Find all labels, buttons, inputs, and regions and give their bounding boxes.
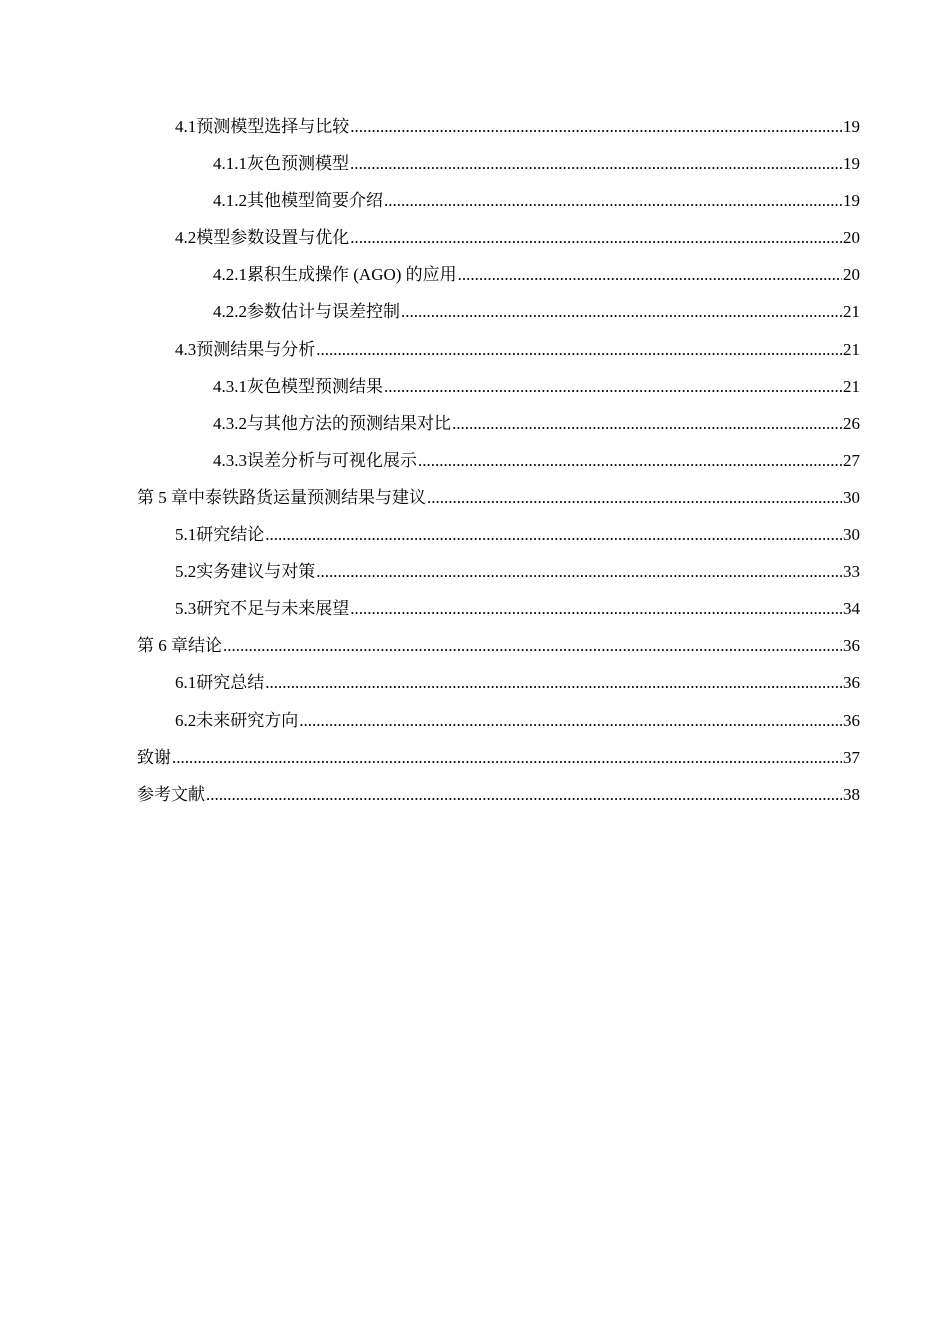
- toc-entry-title: 灰色预测模型: [247, 154, 349, 174]
- toc-chapter-title: 结论: [188, 636, 222, 656]
- toc-entry-number: 4.3: [175, 339, 197, 359]
- toc-entry[interactable]: [137, 553, 860, 590]
- toc-entry-title: 模型参数设置与优化: [196, 228, 350, 248]
- toc-entry-page: 20: [843, 228, 860, 248]
- toc-entry-title: 研究结论: [196, 525, 265, 545]
- toc-entry[interactable]: [137, 664, 860, 701]
- toc-chapter-number: 第 6 章: [137, 636, 188, 656]
- toc-chapter-number: 第 5 章: [137, 487, 188, 507]
- dot-leader: [418, 442, 842, 479]
- dot-leader: [206, 776, 842, 813]
- toc-entry-page: 20: [843, 265, 860, 285]
- toc-references-page: 38: [843, 784, 860, 804]
- toc-chapter[interactable]: [137, 479, 860, 516]
- dot-leader: [384, 182, 842, 219]
- toc-entry-page: 34: [843, 599, 860, 619]
- toc-entry-number: 4.3.3: [213, 450, 247, 470]
- dot-leader: [223, 627, 842, 664]
- toc-entry-page: 36: [843, 710, 860, 730]
- toc-acknowledgements-page: 37: [843, 747, 860, 767]
- toc-entry-page: 19: [843, 191, 860, 211]
- toc-entry[interactable]: [137, 293, 860, 330]
- toc-entry-page: 19: [843, 117, 860, 136]
- toc-entry[interactable]: [137, 145, 860, 182]
- toc-entry-title: 实务建议与对策: [196, 562, 316, 582]
- toc-entry[interactable]: [137, 256, 860, 293]
- toc-entry-number: 6.2: [175, 710, 197, 730]
- toc-entry-number: 4.1: [175, 117, 197, 136]
- toc-entry-page: 21: [843, 376, 860, 396]
- toc-entry-page: 33: [843, 562, 860, 582]
- toc-entry-title: 未来研究方向: [196, 710, 299, 730]
- toc-entry-page: 26: [843, 413, 860, 433]
- toc-entry[interactable]: [137, 702, 860, 739]
- toc-entry[interactable]: [137, 516, 860, 553]
- toc-references-title: 参考文献: [137, 784, 205, 804]
- toc-entry-number: 4.1.1: [213, 154, 247, 174]
- toc-entry[interactable]: [137, 219, 860, 256]
- dot-leader: [384, 368, 842, 405]
- toc-entry-title: 预测结果与分析: [196, 339, 316, 359]
- dot-leader: [350, 590, 842, 627]
- dot-leader: [350, 145, 842, 182]
- dot-leader: [299, 702, 842, 739]
- toc-entry-number: 5.1: [175, 525, 197, 545]
- toc-entry-number: 4.2.2: [213, 302, 247, 322]
- toc-entry-number: 4.3.1: [213, 376, 247, 396]
- toc-entry-title: 参数估计与误差控制: [247, 302, 400, 322]
- dot-leader: [458, 256, 842, 293]
- toc-acknowledgements[interactable]: [137, 739, 860, 776]
- toc-entry-title: 研究不足与未来展望: [196, 599, 350, 619]
- toc-entry-title: 预测模型选择与比较: [196, 117, 350, 136]
- toc-entry-page: 19: [843, 154, 860, 174]
- toc-acknowledgements-title: 致谢: [137, 747, 171, 767]
- toc-references[interactable]: [137, 776, 860, 813]
- dot-leader: [350, 108, 842, 145]
- toc-entry-page: 30: [843, 525, 860, 545]
- toc-entry-title: 误差分析与可视化展示: [247, 450, 417, 470]
- toc-entry[interactable]: [137, 405, 860, 442]
- toc-chapter[interactable]: [137, 627, 860, 664]
- toc-entry-title: 研究总结: [196, 673, 265, 693]
- toc-entry-page: 21: [843, 302, 860, 322]
- toc-entry[interactable]: [137, 108, 860, 145]
- dot-leader: [265, 664, 842, 701]
- toc-entry-title: 灰色模型预测结果: [247, 376, 383, 396]
- dot-leader: [427, 479, 842, 516]
- toc-entry-page: 21: [843, 339, 860, 359]
- toc-entry-number: 5.3: [175, 599, 197, 619]
- toc-entry-number: 4.2.1: [213, 265, 247, 285]
- toc-entry-number: 6.1: [175, 673, 197, 693]
- dot-leader: [350, 219, 842, 256]
- toc-chapter-page: 30: [843, 487, 860, 507]
- toc-entry-page: 36: [843, 673, 860, 693]
- table-of-contents: [137, 108, 860, 813]
- toc-entry-number: 5.2: [175, 562, 197, 582]
- toc-entry[interactable]: [137, 331, 860, 368]
- dot-leader: [265, 516, 842, 553]
- dot-leader: [401, 293, 842, 330]
- toc-entry-title: 累积生成操作 (AGO) 的应用: [247, 265, 457, 285]
- dot-leader: [452, 405, 842, 442]
- toc-entry-number: 4.2: [175, 228, 197, 248]
- toc-entry-title: 其他模型简要介绍: [247, 191, 383, 211]
- toc-entry-number: 4.1.2: [213, 191, 247, 211]
- toc-entry[interactable]: [137, 182, 860, 219]
- toc-entry[interactable]: [137, 368, 860, 405]
- dot-leader: [316, 331, 842, 368]
- dot-leader: [172, 739, 842, 776]
- toc-entry[interactable]: [137, 442, 860, 479]
- toc-entry-page: 27: [843, 450, 860, 470]
- toc-chapter-page: 36: [843, 636, 860, 656]
- toc-entry-number: 4.3.2: [213, 413, 247, 433]
- toc-chapter-title: 中泰铁路货运量预测结果与建议: [188, 487, 426, 507]
- toc-entry-title: 与其他方法的预测结果对比: [247, 413, 451, 433]
- dot-leader: [316, 553, 842, 590]
- toc-entry[interactable]: [137, 590, 860, 627]
